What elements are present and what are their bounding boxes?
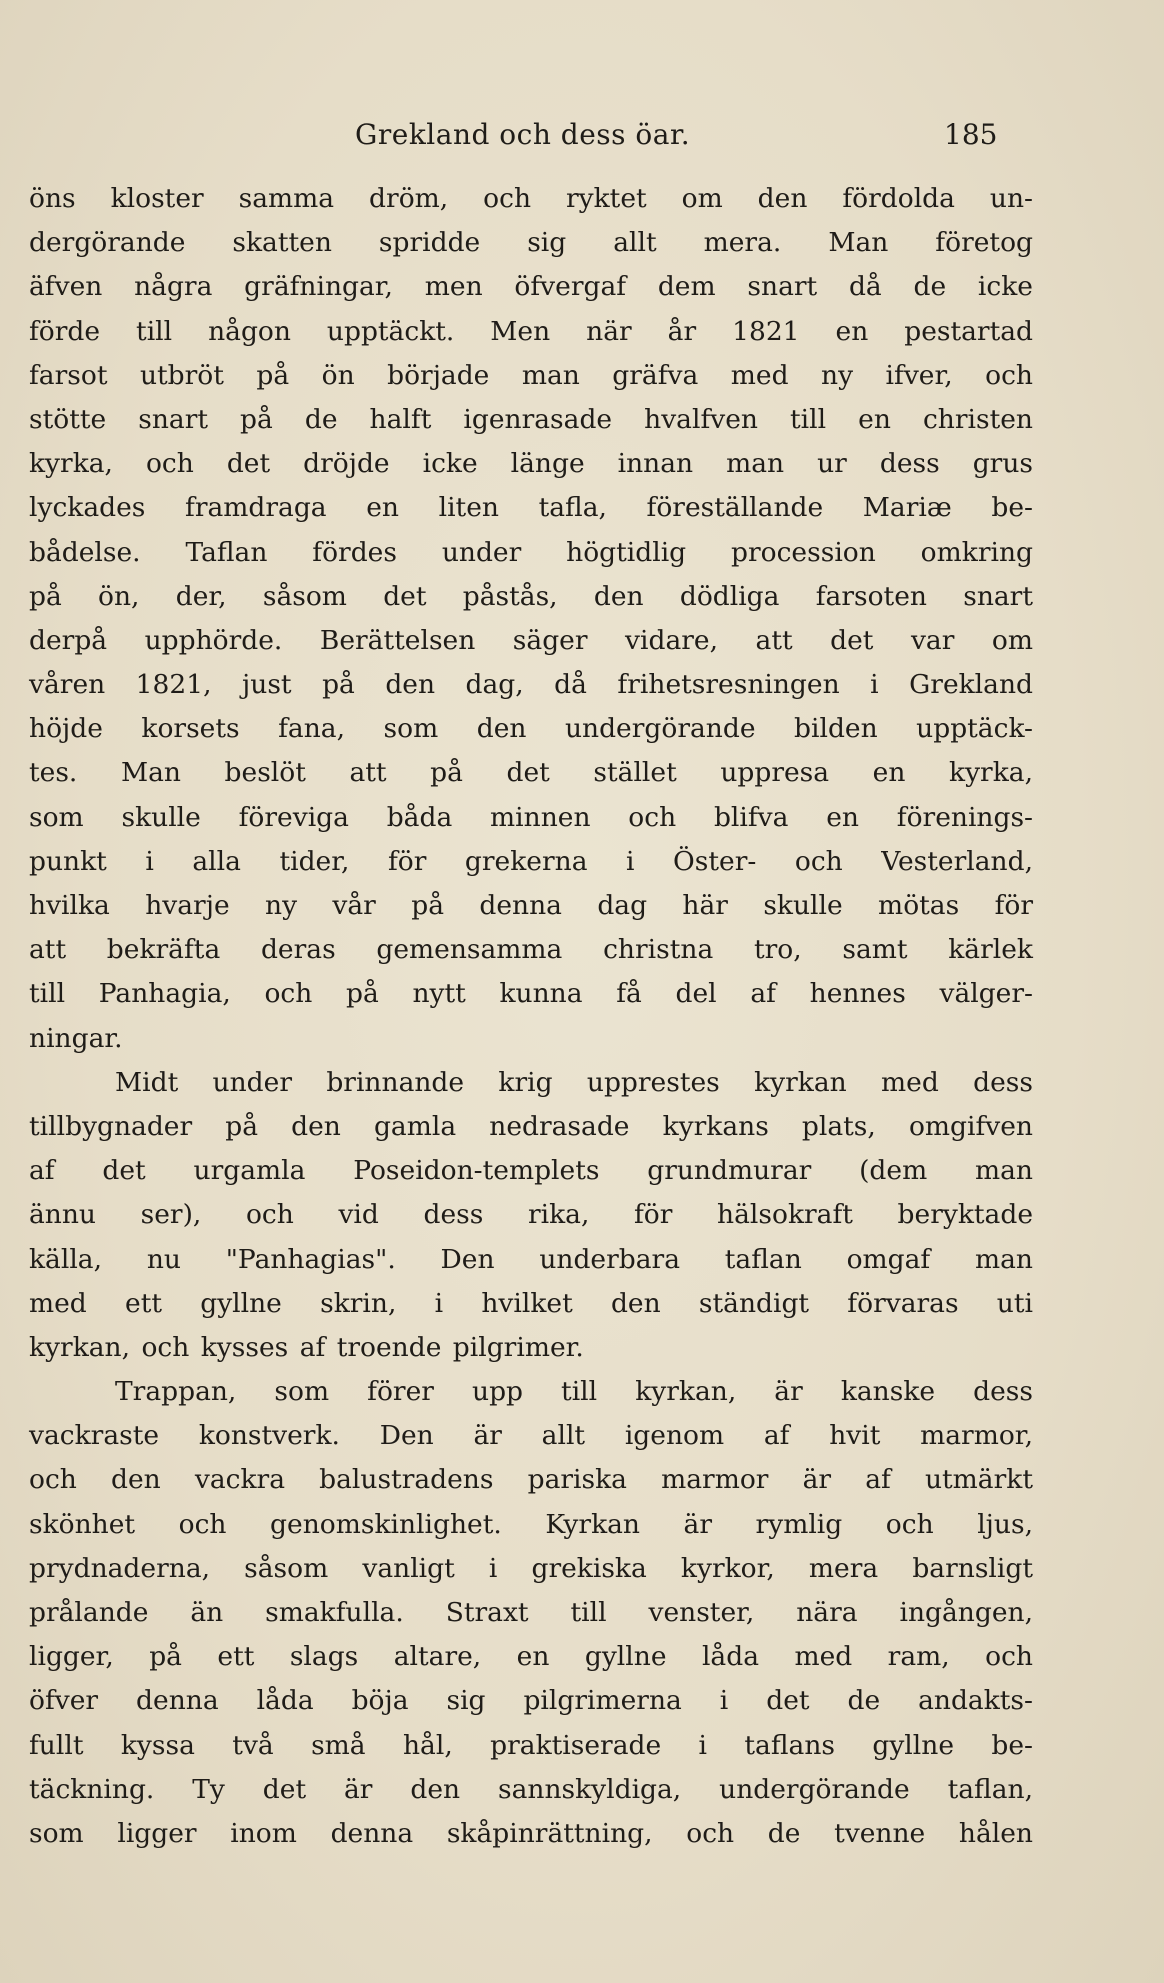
text-line: till Panhagia, och på nytt kunna få del af hennes välger- bbox=[29, 978, 1033, 1010]
text-line: öfver denna låda böja sig pilgrimerna i det de andakts- bbox=[29, 1685, 1033, 1717]
text-line: farsot utbröt på ön började man gräfva med ny ifver, och bbox=[29, 359, 1033, 391]
text-line: stötte snart på de halft igenrasade hvalfven till en christen bbox=[29, 403, 1033, 435]
text-line: ligger, på ett slags altare, en gyllne låda med ram, och bbox=[29, 1641, 1033, 1673]
body-text bbox=[29, 177, 1033, 1856]
text-line: som ligger inom denna skåpinrättning, och de tvenne hålen bbox=[29, 1817, 1033, 1849]
page-number: 185 bbox=[944, 118, 998, 151]
text-line: som skulle föreviga båda minnen och blifva en förenings- bbox=[29, 801, 1033, 833]
text-line: derpå upphörde. Berättelsen säger vidare, att det var om bbox=[29, 624, 1033, 656]
text-line: punkt i alla tider, för grekerna i Öster- och Vesterland, bbox=[29, 845, 1033, 877]
text-line: prydnaderna, såsom vanligt i grekiska kyrkor, mera barnsligt bbox=[29, 1552, 1033, 1584]
text-line: våren 1821, just på den dag, då frihetsresningen i Grekland bbox=[29, 669, 1033, 701]
text-line: kyrkan, och kysses af troende pilgrimer. bbox=[29, 1331, 584, 1363]
text-line: tes. Man beslöt att på det stället uppresa en kyrka, bbox=[29, 757, 1033, 789]
text-line: ännu ser), och vid dess rika, för hälsokraft beryktade bbox=[29, 1199, 1033, 1231]
text-line: fullt kyssa två små hål, praktiserade i taflans gyllne be- bbox=[29, 1729, 1033, 1761]
text-line: lyckades framdraga en liten tafla, föreställande Mariæ be- bbox=[29, 492, 1033, 524]
text-line: hvilka hvarje ny vår på denna dag här skulle mötas för bbox=[29, 890, 1033, 921]
running-head: Grekland och dess öar. bbox=[355, 118, 691, 151]
text-line: öns kloster samma dröm, och ryktet om den fördolda un- bbox=[29, 183, 1033, 214]
text-line: Midt under brinnande krig upprestes kyrkan med dess bbox=[115, 1066, 1033, 1098]
text-line: och den vackra balustradens pariska marmor är af utmärkt bbox=[29, 1464, 1033, 1496]
text-line: Trappan, som förer upp till kyrkan, är kanske dess bbox=[115, 1376, 1033, 1408]
text-line: ningar. bbox=[29, 1022, 123, 1054]
text-line: tillbygnader på den gamla nedrasade kyrkans plats, omgifven bbox=[29, 1110, 1033, 1142]
text-line: äfven några gräfningar, men öfvergaf dem snart då de icke bbox=[29, 271, 1033, 303]
text-line: bådelse. Taflan fördes under högtidlig procession omkring bbox=[29, 536, 1033, 568]
text-line: prålande än smakfulla. Straxt till venster, nära ingången, bbox=[29, 1597, 1033, 1628]
text-line: med ett gyllne skrin, i hvilket den ständigt förvaras uti bbox=[29, 1287, 1033, 1319]
text-line: höjde korsets fana, som den undergörande bilden upptäck- bbox=[29, 713, 1033, 745]
text-line: på ön, der, såsom det påstås, den dödliga farsoten snart bbox=[29, 580, 1033, 612]
text-line: förde till någon upptäckt. Men när år 1821 en pestartad bbox=[29, 315, 1033, 347]
page-header bbox=[0, 118, 1164, 158]
text-line: att bekräfta deras gemensamma christna tro, samt kärlek bbox=[29, 934, 1033, 966]
text-line: af det urgamla Poseidon-templets grundmurar (dem man bbox=[29, 1155, 1033, 1187]
text-line: dergörande skatten spridde sig allt mera. Man företog bbox=[29, 227, 1033, 259]
text-line: kyrka, och det dröjde icke länge innan man ur dess grus bbox=[29, 448, 1033, 480]
text-line: skönhet och genomskinlighet. Kyrkan är rymlig och ljus, bbox=[29, 1508, 1033, 1540]
text-line: täckning. Ty det är den sannskyldiga, undergörande taflan, bbox=[29, 1773, 1033, 1805]
text-line: källa, nu "Panhagias". Den underbara taflan omgaf man bbox=[29, 1243, 1033, 1275]
text-line: vackraste konstverk. Den är allt igenom af hvit marmor, bbox=[29, 1420, 1033, 1452]
